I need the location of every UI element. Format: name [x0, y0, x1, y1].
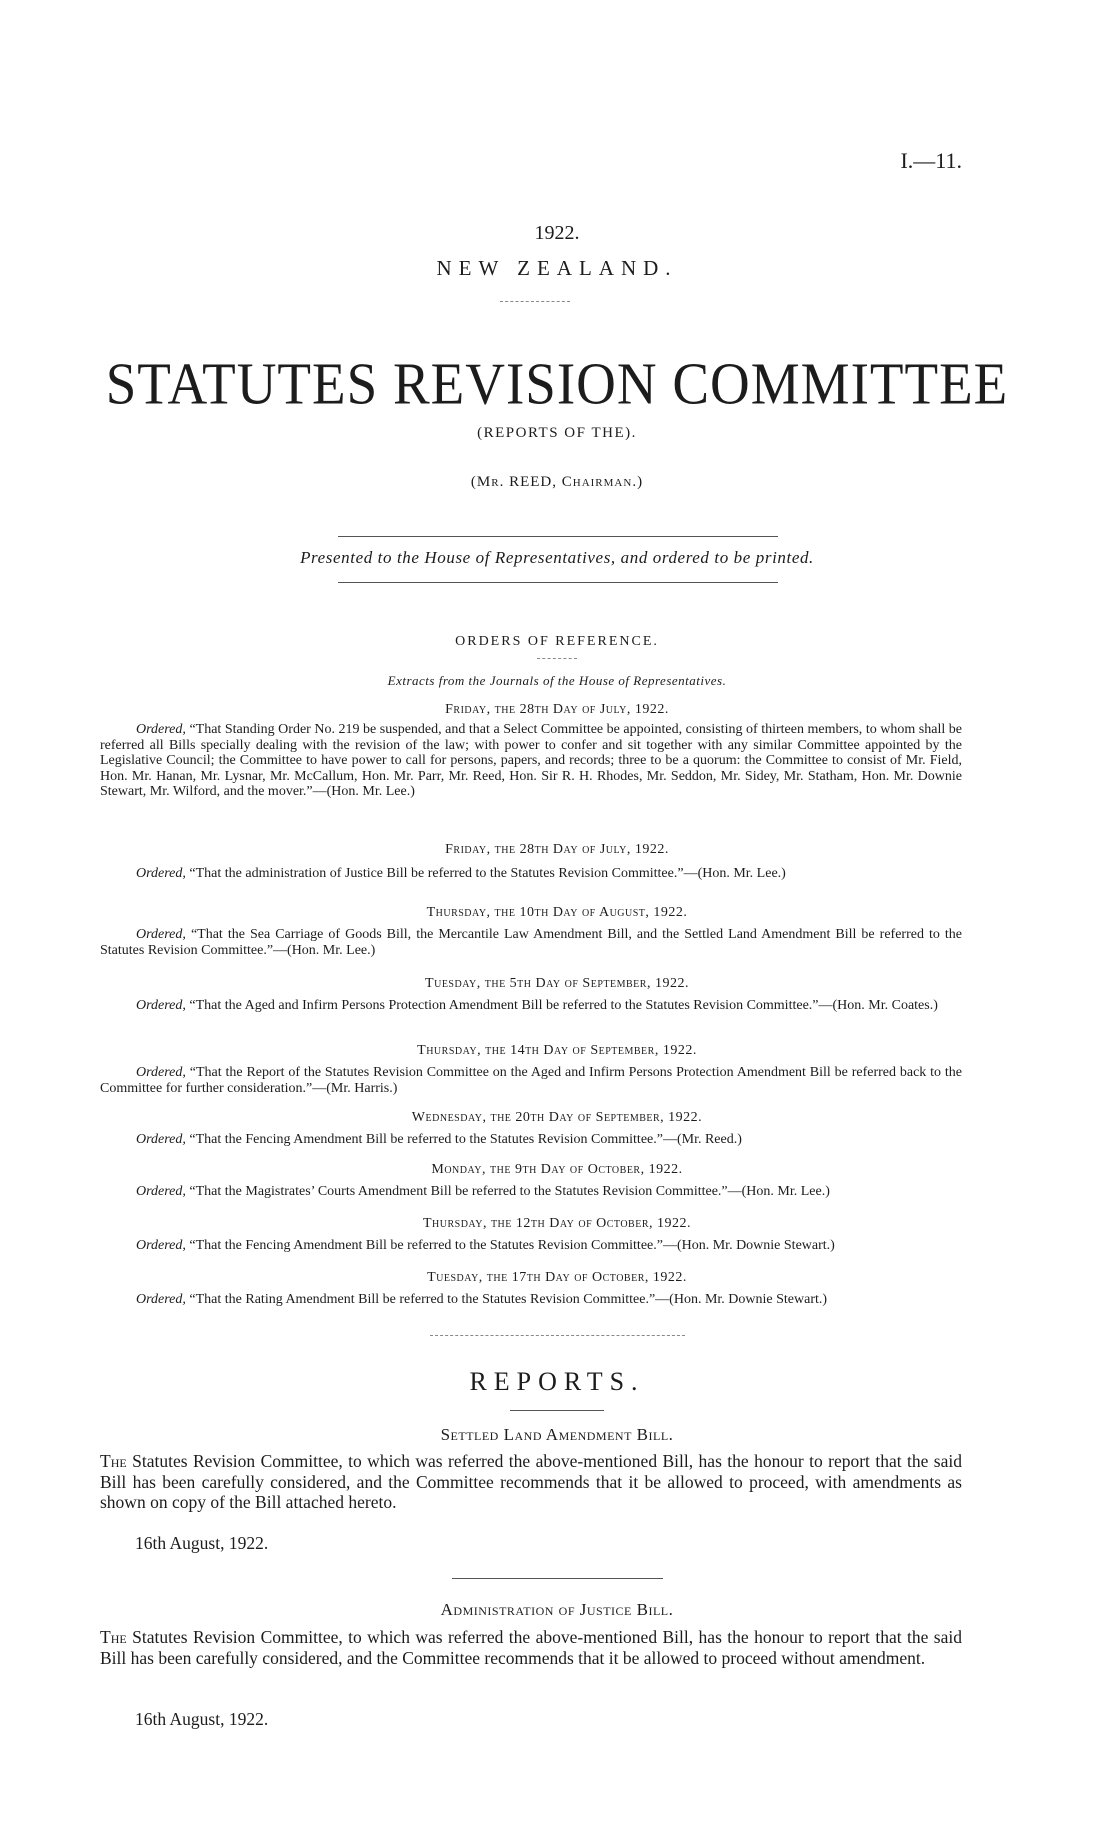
year: 1922.	[534, 222, 580, 244]
report-date: 16th August, 1922.	[135, 1709, 269, 1729]
order-text: Ordered, “That the Fencing Amendment Bill be referred to the Statutes Revision Committee.”—(Hon. Mr. Downie Stewart.)	[136, 1238, 835, 1253]
divider	[537, 658, 577, 659]
order-text: Ordered, “That the administration of Justice Bill be referred to the Statutes Revision Committee.”—(Hon. Mr. Lee.)	[136, 866, 786, 881]
country: NEW ZEALAND.	[436, 256, 678, 280]
order-date: Thursday, the 14th Day of September, 1922.	[417, 1043, 697, 1058]
order-text: Ordered, “That the Report of the Statutes Revision Committee on the Aged and Infirm Persons Protection Amendment Bill be referred back to the Committee for further consideration.”—(Mr. Harris.)	[100, 1065, 962, 1096]
divider	[510, 1410, 604, 1411]
divider	[500, 301, 570, 302]
divider	[338, 582, 778, 583]
order-text: Ordered, “That Standing Order No. 219 be suspended, and that a Select Committee be appointed, consisting of thirteen members, to whom shall be referred all Bills specially dealing with the revision of the law; with power to confer and sit together with any similar Committee appointed by the Legislative Council; the Committee to have power to call for persons, papers, and records; three to be a quorum: the Committee to consist of Mr. Field, Hon. Mr. Hanan, Mr. Lysnar, Mr. McCallum, Hon. Mr. Parr, Mr. Reed, Hon. Sir R. H. Rhodes, Mr. Seddon, Mr. Sidey, Mr. Statham, Hon. Mr. Downie Stewart, Mr. Wilford, and the mover.”—(Hon. Mr. Lee.)	[100, 722, 962, 799]
divider	[430, 1335, 685, 1336]
orders-heading: ORDERS OF REFERENCE.	[455, 634, 659, 649]
report-title: Settled Land Amendment Bill.	[440, 1425, 674, 1444]
order-text: Ordered, “That the Fencing Amendment Bill be referred to the Statutes Revision Committee.”—(Mr. Reed.)	[136, 1132, 742, 1147]
report-text: The Statutes Revision Committee, to which was referred the above-mentioned Bill, has the honour to report that the said Bill has been carefully considered, and the Committee recommends that it be allowed to proceed, with amendments as shown on copy of the Bill attached hereto.	[100, 1451, 962, 1512]
presented-line: Presented to the House of Representatives, and ordered to be printed.	[300, 548, 814, 567]
report-title: Administration of Justice Bill.	[440, 1600, 674, 1619]
order-text: Ordered, “That the Magistrates’ Courts Amendment Bill be referred to the Statutes Revision Committee.”—(Hon. Mr. Lee.)	[136, 1184, 830, 1199]
order-text: Ordered, “That the Sea Carriage of Goods Bill, the Mercantile Law Amendment Bill, and the Settled Land Amendment Bill be referred to the Statutes Revision Committee.”—(Hon. Mr. Lee.)	[100, 927, 962, 958]
reports-heading: REPORTS.	[469, 1367, 645, 1396]
main-title: STATUTES REVISION COMMITTEE	[105, 350, 1009, 417]
order-date: Friday, the 28th Day of July, 1922.	[445, 702, 669, 717]
order-date: Thursday, the 10th Day of August, 1922.	[426, 905, 688, 920]
order-date: Tuesday, the 5th Day of September, 1922.	[425, 976, 689, 991]
order-date: Monday, the 9th Day of October, 1922.	[431, 1162, 683, 1177]
order-text: Ordered, “That the Aged and Infirm Persons Protection Amendment Bill be referred to the Statutes Revision Committee.”—(Hon. Mr. Coates.)	[136, 998, 938, 1013]
report-text: The Statutes Revision Committee, to which was referred the above-mentioned Bill, has the honour to report that the said Bill has been carefully considered, and the Committee recommends that it be allowed to proceed without amendment.	[100, 1627, 962, 1668]
paper-reference: I.—11.	[900, 148, 962, 173]
extracts-line: Extracts from the Journals of the House of Representatives.	[387, 673, 727, 688]
subtitle: (REPORTS OF THE).	[477, 425, 637, 441]
chairman-line: (Mr. REED, Chairman.)	[470, 474, 644, 490]
divider	[338, 536, 778, 537]
order-date: Wednesday, the 20th Day of September, 1922.	[411, 1110, 703, 1125]
order-date: Thursday, the 12th Day of October, 1922.	[422, 1216, 692, 1231]
report-date: 16th August, 1922.	[135, 1533, 269, 1553]
order-text: Ordered, “That the Rating Amendment Bill be referred to the Statutes Revision Committee.”—(Hon. Mr. Downie Stewart.)	[136, 1292, 828, 1307]
order-date: Tuesday, the 17th Day of October, 1922.	[427, 1270, 687, 1285]
order-date: Friday, the 28th Day of July, 1922.	[445, 842, 669, 857]
divider	[452, 1578, 663, 1579]
